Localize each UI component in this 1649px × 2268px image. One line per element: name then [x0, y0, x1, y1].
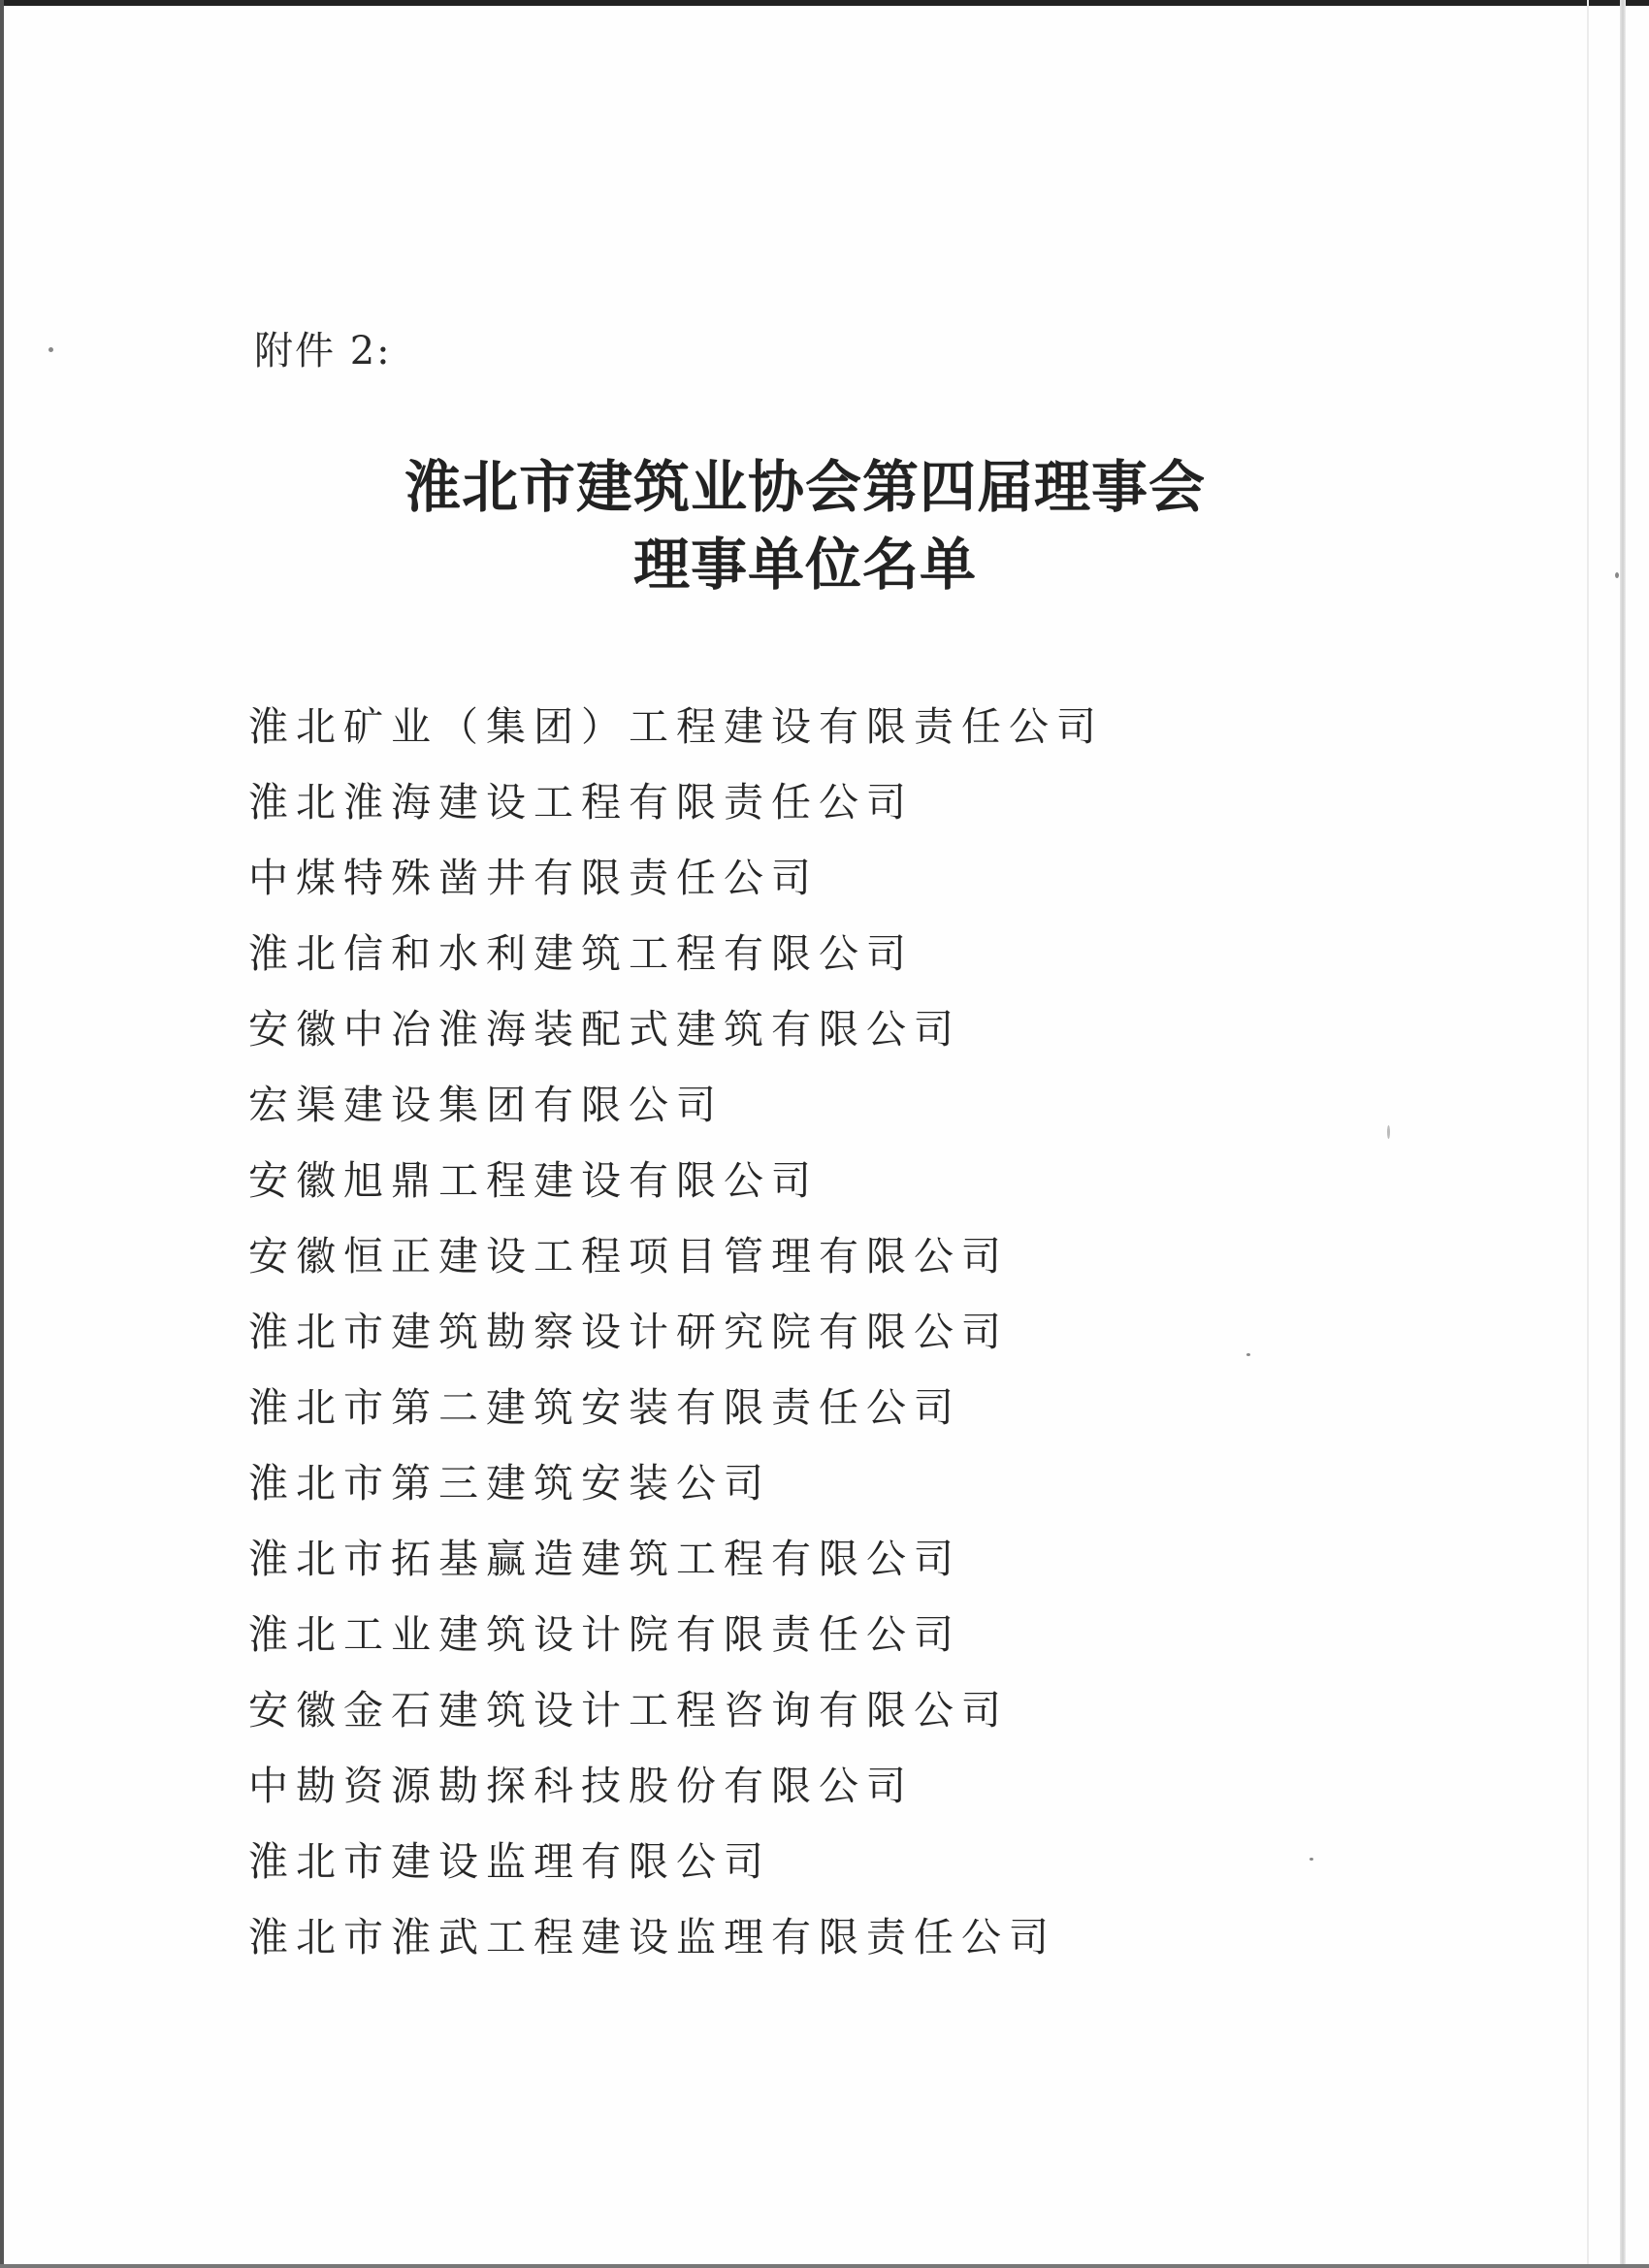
unit-list [248, 689, 1104, 1975]
list-item: 淮北淮海建设工程有限责任公司 [248, 779, 914, 826]
scan-speck [1246, 1353, 1250, 1356]
list-item: 淮北工业建筑设计院有限责任公司 [248, 1611, 961, 1658]
title-line-2: 理事单位名单 [632, 532, 977, 598]
scan-speck [1387, 1125, 1390, 1139]
attachment-label: 附件 2: [254, 329, 392, 373]
list-item: 中煤特殊凿井有限责任公司 [248, 855, 819, 901]
scan-edge-bottom [0, 2264, 1649, 2268]
list-item: 淮北市第二建筑安装有限责任公司 [248, 1384, 961, 1431]
list-item: 淮北矿业（集团）工程建设有限责任公司 [248, 703, 1104, 750]
scan-edge-top [0, 0, 1649, 6]
list-item: 淮北市拓基赢造建筑工程有限公司 [248, 1536, 961, 1582]
list-item: 安徽恒正建设工程项目管理有限公司 [248, 1233, 1009, 1280]
scan-speck [1615, 572, 1619, 578]
scan-speck [1310, 1858, 1313, 1861]
list-item: 淮北市建筑勘察设计研究院有限公司 [248, 1309, 1009, 1355]
list-item: 宏渠建设集团有限公司 [248, 1082, 724, 1128]
title-line-1: 淮北市建筑业协会第四届理事会 [404, 454, 1206, 520]
list-item: 淮北市淮武工程建设监理有限责任公司 [248, 1914, 1056, 1960]
scan-edge-right [1620, 0, 1626, 2268]
list-item: 安徽旭鼎工程建设有限公司 [248, 1157, 819, 1204]
list-item: 淮北市第三建筑安装公司 [248, 1460, 771, 1507]
document-title [0, 448, 1610, 603]
list-item: 中勘资源勘探科技股份有限公司 [248, 1763, 914, 1809]
scan-line-right [1587, 0, 1589, 2268]
scan-edge-left [0, 0, 4, 2268]
list-item: 安徽中冶淮海装配式建筑有限公司 [248, 1006, 961, 1053]
list-item: 安徽金石建筑设计工程咨询有限公司 [248, 1687, 1009, 1733]
scan-speck [48, 347, 53, 352]
list-item: 淮北市建设监理有限公司 [248, 1838, 771, 1885]
list-item: 淮北信和水利建筑工程有限公司 [248, 930, 914, 977]
